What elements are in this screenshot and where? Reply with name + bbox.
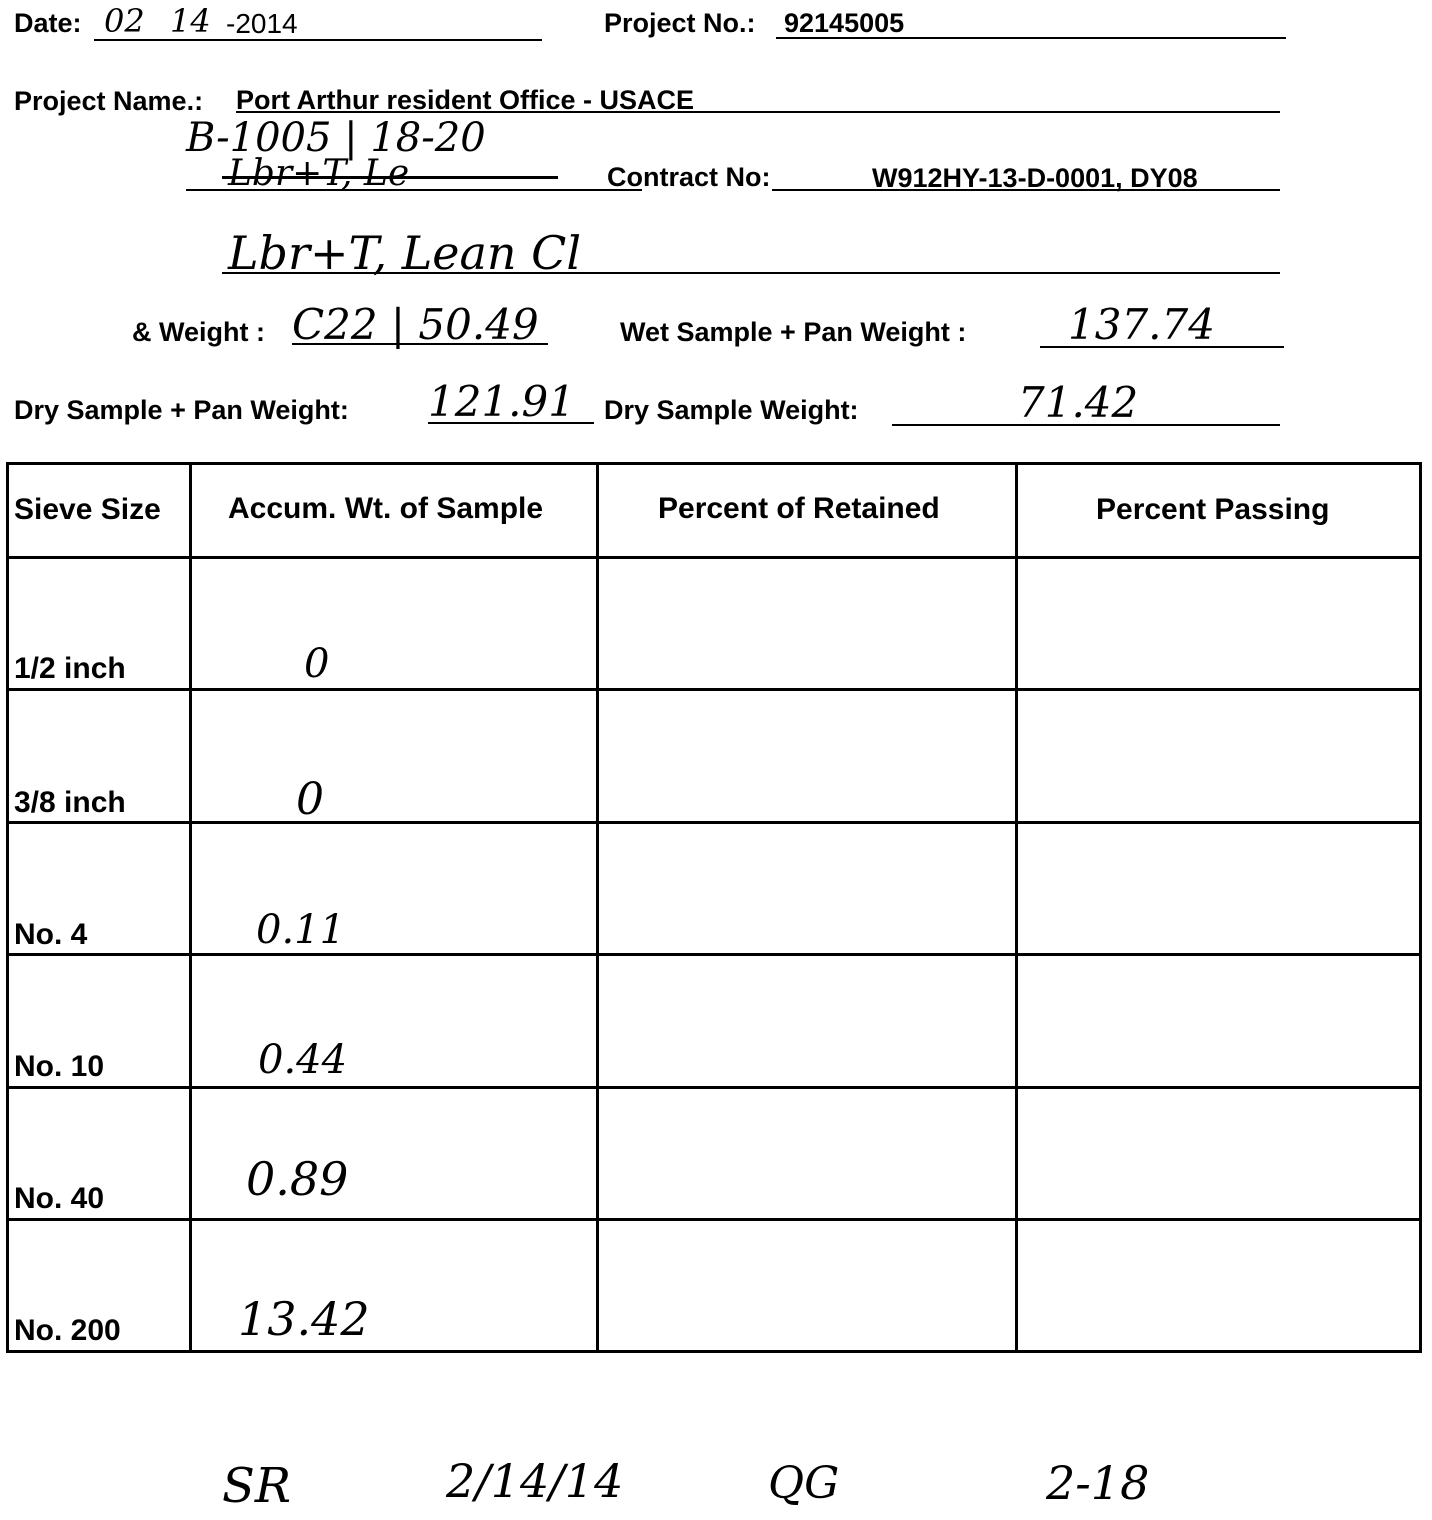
description-line-2 xyxy=(222,272,1280,274)
table-row-divider xyxy=(6,821,1422,824)
struck-description: Lbr+T, Le xyxy=(228,153,410,194)
wet-weight-line xyxy=(1040,346,1284,348)
dry-pan-weight-label: Dry Sample + Pan Weight: xyxy=(14,395,349,425)
technician-date: 2/14/14 xyxy=(446,1454,624,1508)
table-row-divider xyxy=(6,1218,1422,1221)
sieve-size-cell: No. 10 xyxy=(14,1050,105,1083)
wet-weight-label: Wet Sample + Pan Weight : xyxy=(620,317,967,347)
project-no-line xyxy=(776,37,1286,39)
project-no-value: 92145005 xyxy=(784,8,905,38)
accum-weight-cell: 0.89 xyxy=(246,1152,349,1206)
column-header-accum-wt: Accum. Wt. of Sample xyxy=(228,492,544,525)
pan-weight-label: & Weight : xyxy=(132,317,265,347)
soil-description: Lbr+T, Lean Cl xyxy=(228,226,582,280)
dry-weight-value: 71.42 xyxy=(1018,378,1139,427)
column-header-percent-retained: Percent of Retained xyxy=(658,492,940,525)
description-line-1 xyxy=(186,189,642,191)
accum-weight-cell: 0 xyxy=(296,774,324,825)
dry-weight-label: Dry Sample Weight: xyxy=(604,395,859,425)
contract-no-value: W912HY-13-D-0001, DY08 xyxy=(872,163,1198,193)
checker-date: 2-18 xyxy=(1046,1456,1150,1510)
pan-weight-line xyxy=(292,343,548,345)
dry-weight-line xyxy=(892,424,1280,426)
table-border-bottom xyxy=(6,1350,1422,1353)
sieve-size-cell: 3/8 inch xyxy=(14,786,126,819)
sieve-table xyxy=(6,462,1422,1353)
date-day: 14 xyxy=(170,2,211,40)
contract-no-label: Contract No: xyxy=(607,162,771,192)
dry-pan-weight-value: 121.91 xyxy=(428,377,575,426)
strike-through-mark xyxy=(222,176,558,179)
dry-pan-weight-line xyxy=(428,422,594,424)
pan-weight-value: C22 | 50.49 xyxy=(292,300,539,349)
wet-weight-value: 137.74 xyxy=(1068,300,1215,349)
project-name-value: Port Arthur resident Office - USACE xyxy=(236,85,695,115)
accum-weight-cell: 13.42 xyxy=(238,1292,370,1346)
project-name-line xyxy=(236,111,1280,113)
sieve-size-cell: No. 4 xyxy=(14,918,88,951)
date-month: 02 xyxy=(104,2,145,40)
accum-weight-cell: 0 xyxy=(304,641,330,687)
column-header-sieve-size: Sieve Size xyxy=(14,493,161,526)
table-border-top xyxy=(6,462,1422,465)
table-row-divider xyxy=(6,1086,1422,1089)
date-label: Date: xyxy=(14,8,82,38)
date-line xyxy=(94,39,542,41)
accum-weight-cell: 0.44 xyxy=(258,1037,348,1083)
sieve-size-cell: No. 40 xyxy=(14,1182,105,1215)
sieve-size-cell: 1/2 inch xyxy=(14,652,126,685)
project-name-label: Project Name.: xyxy=(14,86,204,116)
accum-weight-cell: 0.11 xyxy=(256,907,346,953)
table-row-divider xyxy=(6,953,1422,956)
sieve-size-cell: No. 200 xyxy=(14,1314,121,1347)
column-header-percent-passing: Percent Passing xyxy=(1096,493,1330,526)
boring-sample-id: B-1005 | 18-20 xyxy=(186,115,486,161)
contract-no-line xyxy=(772,189,1280,191)
project-no-label: Project No.: xyxy=(604,8,756,38)
technician-initials: SR xyxy=(222,1458,292,1514)
table-header-divider xyxy=(6,556,1422,559)
checker-initials: QG xyxy=(768,1458,840,1509)
date-year: -2014 xyxy=(226,8,298,39)
table-row-divider xyxy=(6,688,1422,691)
